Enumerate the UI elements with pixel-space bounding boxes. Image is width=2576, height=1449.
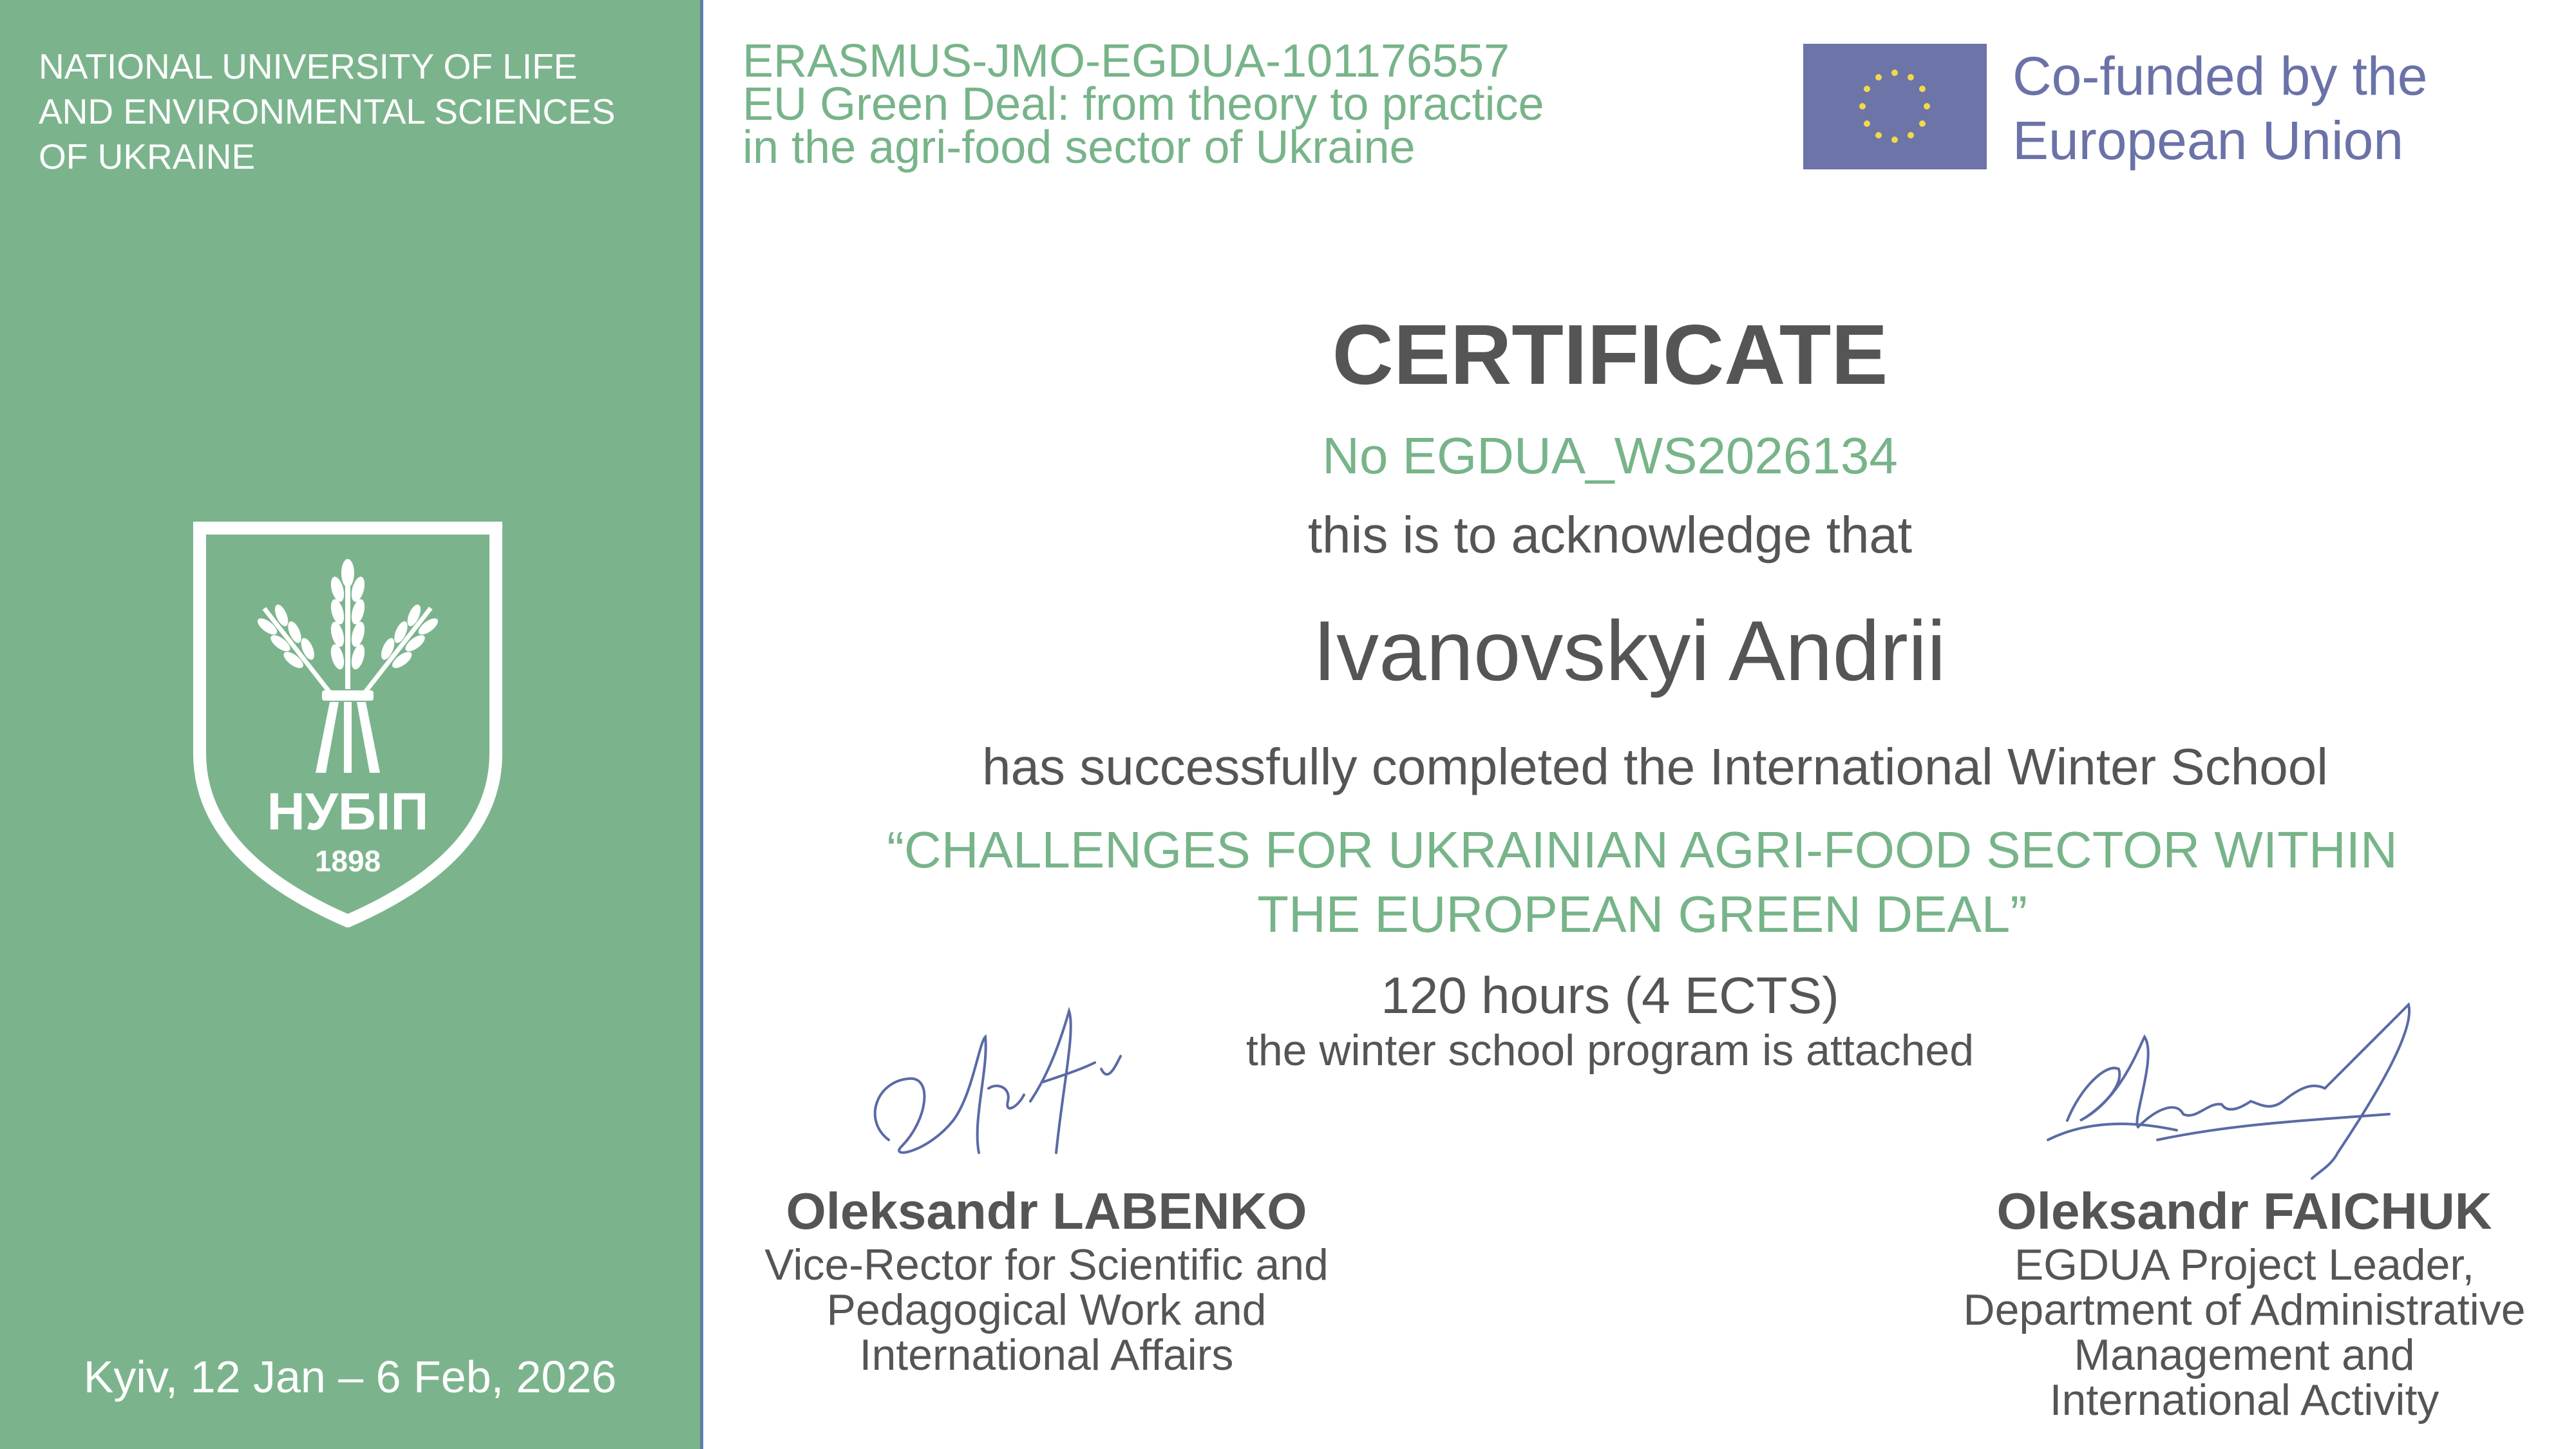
university-name-line: OF UKRAINE	[39, 137, 256, 176]
left-panel	[0, 0, 703, 1449]
place-date: Kyiv, 12 Jan – 6 Feb, 2026	[83, 1352, 617, 1402]
eu-flag-icon	[1803, 44, 1987, 169]
program-title-line: THE EUROPEAN GREEN DEAL”	[1257, 886, 2027, 943]
signer-role-line: EGDUA Project Leader,	[2014, 1240, 2475, 1289]
attachment-note: the winter school program is attached	[1245, 1026, 1975, 1075]
certificate-number: No EGDUA_WS2026134	[1322, 427, 1898, 484]
recipient-name: Ivanovskyi Andrii	[1312, 603, 1946, 698]
acknowledge-text: this is to acknowledge that	[1307, 506, 1913, 564]
signer-name: Oleksandr LABENKO	[786, 1182, 1307, 1240]
completion-text: has successfully completed the International Winter School	[982, 738, 2328, 795]
university-name	[39, 44, 683, 179]
program-title-line: “CHALLENGES FOR UKRAINIAN AGRI-FOOD SECTOR WITHIN	[887, 821, 2398, 878]
project-title-line: in the agri-food sector of Ukraine	[743, 122, 1416, 173]
signature-left-icon	[850, 992, 1159, 1185]
signer-role-line: Management and	[2074, 1331, 2415, 1379]
wheat-shield-icon	[193, 522, 502, 927]
university-name-line: AND ENVIRONMENTAL SCIENCES	[39, 91, 616, 131]
signer-left	[708, 1182, 1385, 1378]
signer-role-line: International Activity	[2049, 1376, 2439, 1425]
eu-cofunded-logo	[1803, 44, 2544, 173]
project-code: ERASMUS-JMO-EGDUA-101176557	[743, 35, 1510, 87]
hours-text: 120 hours (4 ECTS)	[1381, 967, 1839, 1024]
eu-text-line: European Union	[2012, 110, 2404, 171]
emblem-label: НУБІП	[267, 782, 429, 841]
program-title	[773, 818, 2512, 947]
signer-right	[1906, 1182, 2576, 1423]
signer-role-line: Pedagogical Work and	[826, 1285, 1267, 1334]
project-info	[743, 35, 1644, 173]
eu-cofunded-text	[2012, 44, 2541, 173]
certificate-title: CERTIFICATE	[1332, 307, 1888, 402]
signer-role	[1906, 1242, 2576, 1423]
emblem-year: 1898	[314, 844, 381, 878]
university-name-line: NATIONAL UNIVERSITY OF LIFE	[39, 46, 578, 86]
signer-name: Oleksandr FAICHUK	[1996, 1182, 2492, 1240]
signer-role-line: International Affairs	[859, 1331, 1234, 1379]
signer-role	[708, 1242, 1385, 1378]
signer-role-line: Department of Administrative	[1963, 1285, 2526, 1334]
project-title-line: EU Green Deal: from theory to practice	[743, 79, 1544, 130]
eu-text-line: Co-funded by the	[2012, 46, 2428, 106]
signer-role-line: Vice-Rector for Scientific and	[764, 1240, 1329, 1289]
signature-right-icon	[2029, 992, 2441, 1185]
